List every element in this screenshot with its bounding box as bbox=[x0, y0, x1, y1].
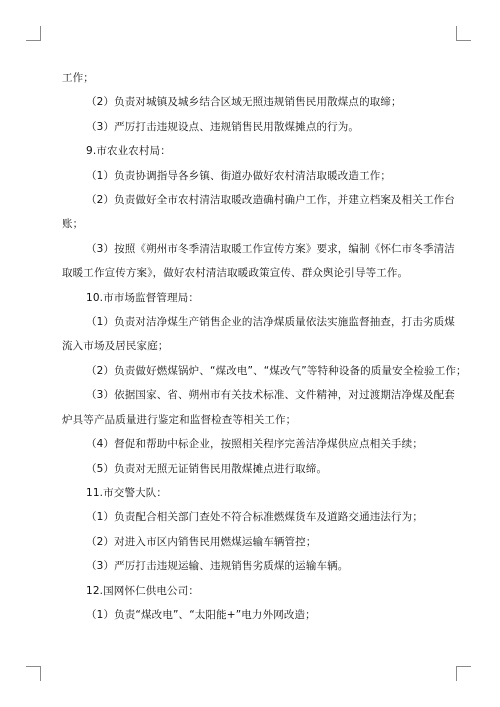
text-line: 取暖工作宣传方案》，做好农村清洁取暖政策宣传、群众舆论引导等工作。 bbox=[62, 267, 409, 280]
text-line: （2）负责做好全市农村清洁取暖改造确村确户工作，并建立档案及相关工作台 bbox=[86, 194, 455, 207]
text-line: 11.市交警大队： bbox=[86, 486, 168, 499]
text-line: （3）按照《朔州市冬季清洁取暖工作宣传方案》要求，编制《怀仁市冬季清洁 bbox=[86, 242, 455, 255]
text-line: （2）负责做好燃煤锅炉、“煤改电”、“煤改气”等特种设备的质量安全检验工作； bbox=[86, 364, 467, 377]
crop-mark-bottom-left bbox=[26, 666, 41, 681]
document-body bbox=[62, 66, 467, 627]
text-line: （5）负责对无照无证销售民用散煤摊点进行取缔。 bbox=[86, 462, 328, 475]
text-line: （2）负责对城镇及城乡结合区域无照违规销售民用散煤点的取缔； bbox=[86, 96, 402, 109]
text-line: 12.国网怀仁供电公司： bbox=[86, 584, 199, 597]
text-line: 账； bbox=[62, 218, 84, 231]
text-line: （3）依据国家、省、朔州市有关技术标准、文件精神，对过渡期洁净煤及配套 bbox=[86, 389, 455, 402]
text-line: （1）负责配合相关部门查处不符合标准燃煤货车及道路交通违法行为； bbox=[86, 511, 423, 524]
text-line: 10.市市场监督管理局： bbox=[86, 291, 199, 304]
crop-mark-bottom-right bbox=[456, 666, 471, 681]
text-line: （3）严厉打击违规运输、违规销售劣质煤的运输车辆。 bbox=[86, 560, 349, 573]
text-line: （3）严厉打击违规设点、违规销售民用散煤摊点的行为。 bbox=[86, 120, 360, 133]
text-line: （1）负责协调指导各乡镇、街道办做好农村清洁取暖改造工作； bbox=[86, 169, 392, 182]
text-line: 炉具等产品质量进行鉴定和监督检查等相关工作； bbox=[62, 413, 297, 426]
text-line: 工作； bbox=[62, 72, 94, 84]
text-line: 流入市场及居民家庭； bbox=[62, 340, 169, 353]
text-line: 9.市农业农村局： bbox=[86, 145, 171, 158]
text-line: （1）负责“煤改电”、“太阳能+”电力外网改造； bbox=[86, 608, 316, 621]
text-line: （2）对进入市区内销售民用燃煤运输车辆管控； bbox=[86, 535, 317, 548]
text-line: （1）负责对洁净煤生产销售企业的洁净煤质量依法实施监督抽查，打击劣质煤 bbox=[86, 316, 455, 329]
crop-mark-top-right bbox=[456, 26, 471, 41]
text-line: （4）督促和帮助中标企业，按照相关程序完善洁净煤供应点相关手续； bbox=[86, 438, 423, 451]
crop-mark-top-left bbox=[26, 26, 41, 41]
